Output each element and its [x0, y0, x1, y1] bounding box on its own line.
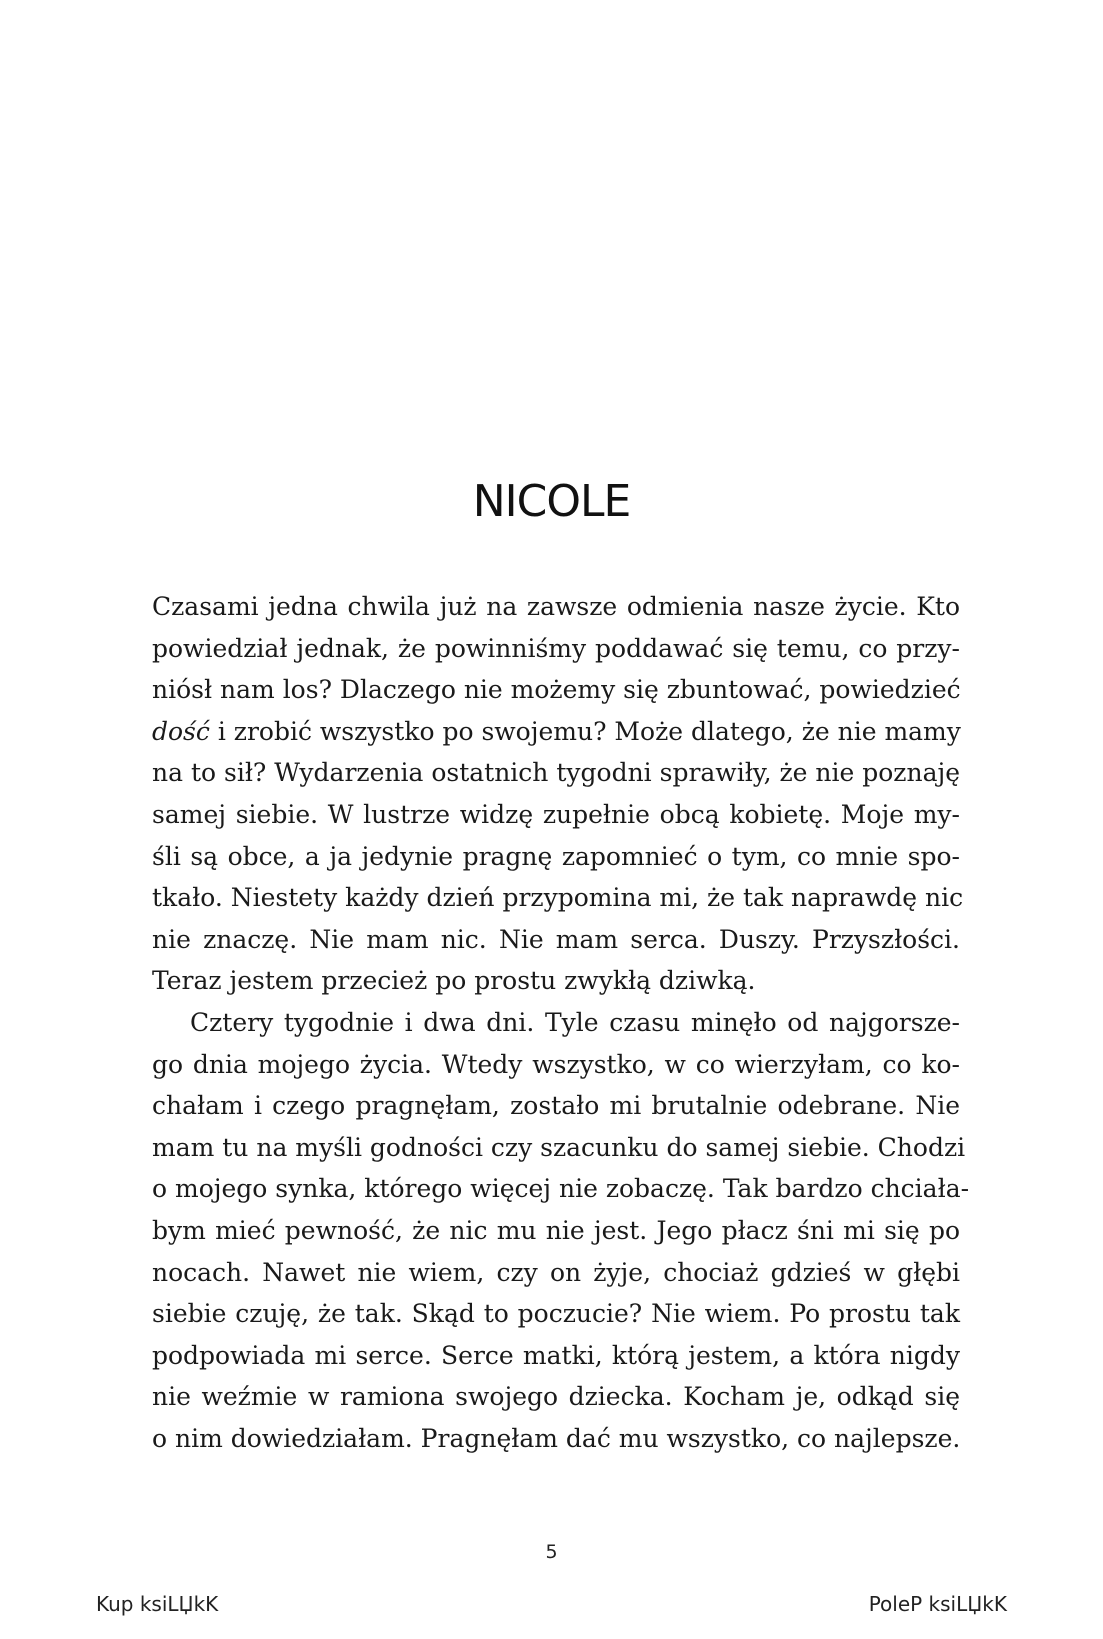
text-line: go dnia mojego życia. Wtedy wszystko, w co wierzyłam, co ko- — [152, 1049, 960, 1079]
text-line: nocach. Nawet nie wiem, czy on żyje, chociaż gdzieś w głębi — [152, 1257, 960, 1287]
text-line: powiedział jednak, że powinniśmy poddawać się temu, co przy- — [152, 633, 960, 663]
text-line: Cztery tygodnie i dwa dni. Tyle czasu minęło od najgorsze- — [190, 1007, 960, 1037]
text-line: nie weźmie w ramiona swojego dziecka. Kocham je, odkąd się — [152, 1382, 960, 1412]
footer-buy-book-link[interactable]: Kup ksiLЏkK — [96, 1592, 219, 1616]
text-line: chałam i czego pragnęłam, zostało mi brutalnie odebrane. Nie — [152, 1091, 960, 1121]
chapter-title: NICOLE — [472, 476, 631, 527]
page-number: 5 — [545, 1541, 558, 1563]
text-line: na to sił? Wydarzenia ostatnich tygodni sprawiły, że nie poznaję — [152, 758, 961, 788]
text-line: Czasami jedna chwila już na zawsze odmienia nasze życie. Kto — [152, 592, 960, 621]
text-line: siebie czuję, że tak. Skąd to poczucie? Nie wiem. Po prostu tak — [152, 1299, 960, 1329]
text-line: tkało. Niestety każdy dzień przypomina mi, że tak naprawdę nic — [152, 883, 964, 913]
footer-recommend-book-link[interactable]: PoleP ksiLЏkK — [868, 1592, 1007, 1616]
body-text — [152, 586, 970, 1459]
text-line-rest: i zrobić wszystko po swojemu? Może dlatego, że nie mamy — [209, 716, 961, 746]
text-line: śli są obce, a ja jedynie pragnę zapomnieć o tym, co mnie spo- — [152, 841, 960, 871]
text-line: o nim dowiedziałam. Pragnęłam dać mu wszystko, co najlepsze. — [152, 1423, 961, 1453]
text-line: samej siebie. W lustrze widzę zupełnie obcą kobietę. Moje my- — [152, 799, 960, 829]
text-line: podpowiada mi serce. Serce matki, którą jestem, a która nigdy — [152, 1340, 960, 1370]
text-line: nie znaczę. Nie mam nic. Nie mam serca. Duszy. Przyszłości. — [152, 924, 960, 954]
text-line: niósł nam los? Dlaczego nie możemy się zbuntować, powiedzieć — [152, 675, 961, 705]
text-line: mam tu na myśli godności czy szacunku do samej siebie. Chodzi — [152, 1132, 966, 1162]
italic-word: dość — [152, 716, 210, 746]
text-line — [152, 711, 960, 753]
text-line: Teraz jestem przecież po prostu zwykłą dziwką. — [152, 966, 756, 996]
text-line: bym mieć pewność, że nic mu nie jest. Jego płacz śni mi się po — [152, 1215, 960, 1245]
text-line: o mojego synka, którego więcej nie zobaczę. Tak bardzo chciała- — [152, 1174, 970, 1204]
